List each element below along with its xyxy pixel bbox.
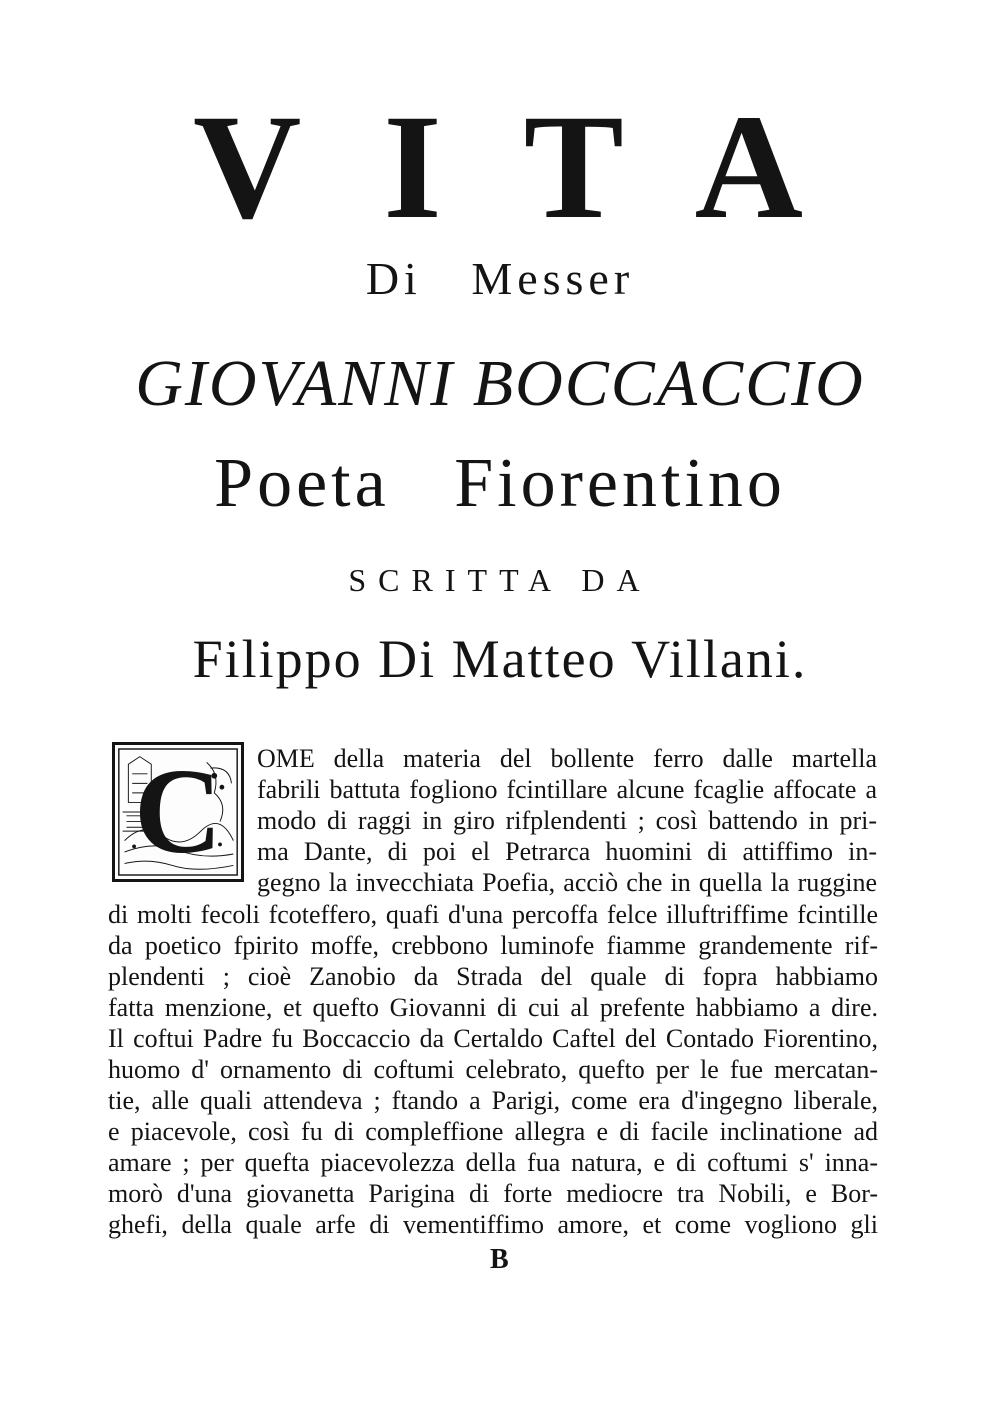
subtitle-di-messer: [0, 252, 1000, 305]
decorated-initial: [112, 742, 244, 882]
initial-letter: C: [133, 744, 223, 879]
body-line: e piacevole, così fu di compleffione allegra e di facile inclinatione ad: [108, 1117, 878, 1146]
body-line: da poetico fpirito moffe, crebbono luminofe fiamme grandemente rif-: [108, 931, 878, 960]
subtitle-messer: Messer: [471, 253, 635, 304]
body-line: fatta menzione, et quefto Giovanni di cui al prefente habbiamo a dire.: [108, 993, 878, 1022]
body-line: ma Dante, di poi el Petrarca huomini di attiffimo in-: [257, 837, 877, 866]
body-line: huomo d' ornamento di coftumi celebrato, quefto per le fue mercatan-: [108, 1055, 878, 1084]
title-fiorentino: Fiorentino: [454, 445, 786, 522]
body-line: amare ; per quefta piacevolezza della fua natura, e di coftumi s' inna-: [108, 1148, 878, 1177]
catchword: B: [490, 1244, 509, 1275]
body-line: modo di raggi in giro rifplendenti ; così battendo in pri-: [257, 806, 877, 835]
body-line: tie, alle quali attendeva ; ftando a Parigi, come era d'ingegno liberale,: [108, 1086, 878, 1115]
author-name: Filippo Di Matteo Villani.: [192, 629, 808, 689]
body-line: di molti fecoli fcoteffero, quafi d'una percoffa felce illuftriffime fcintille: [108, 900, 878, 929]
title-poeta: Poeta: [214, 445, 390, 522]
body-line: OME della materia del bollente ferro dalle martella: [257, 744, 877, 773]
body-line: Il coftui Padre fu Boccaccio da Certaldo Caftel del Contado Fiorentino,: [108, 1024, 878, 1053]
body-line: morò d'una giovanetta Parigina di forte mediocre tra Nobili, e Bor-: [108, 1179, 878, 1208]
title-vita: VITA: [193, 84, 885, 250]
title-poeta-fiorentino: [0, 444, 1000, 524]
body-line: gegno la invecchiata Poefia, acciò che in quella la ruggine: [257, 868, 877, 897]
body-line: ghefi, della quale arfe di vementiffimo amore, et come vogliono gli: [108, 1210, 878, 1239]
body-line: plendenti ; cioè Zanobio da Strada del quale di fopra habbiamo: [108, 962, 878, 991]
subtitle-di: Di: [365, 253, 422, 304]
scritta-da: SCRITTA DA: [348, 562, 652, 598]
title-name: GIOVANNI BOCCACCIO: [135, 347, 865, 420]
body-line: fabrili battuta fogliono fcintillare alcune fcaglie affocate a: [257, 775, 877, 804]
